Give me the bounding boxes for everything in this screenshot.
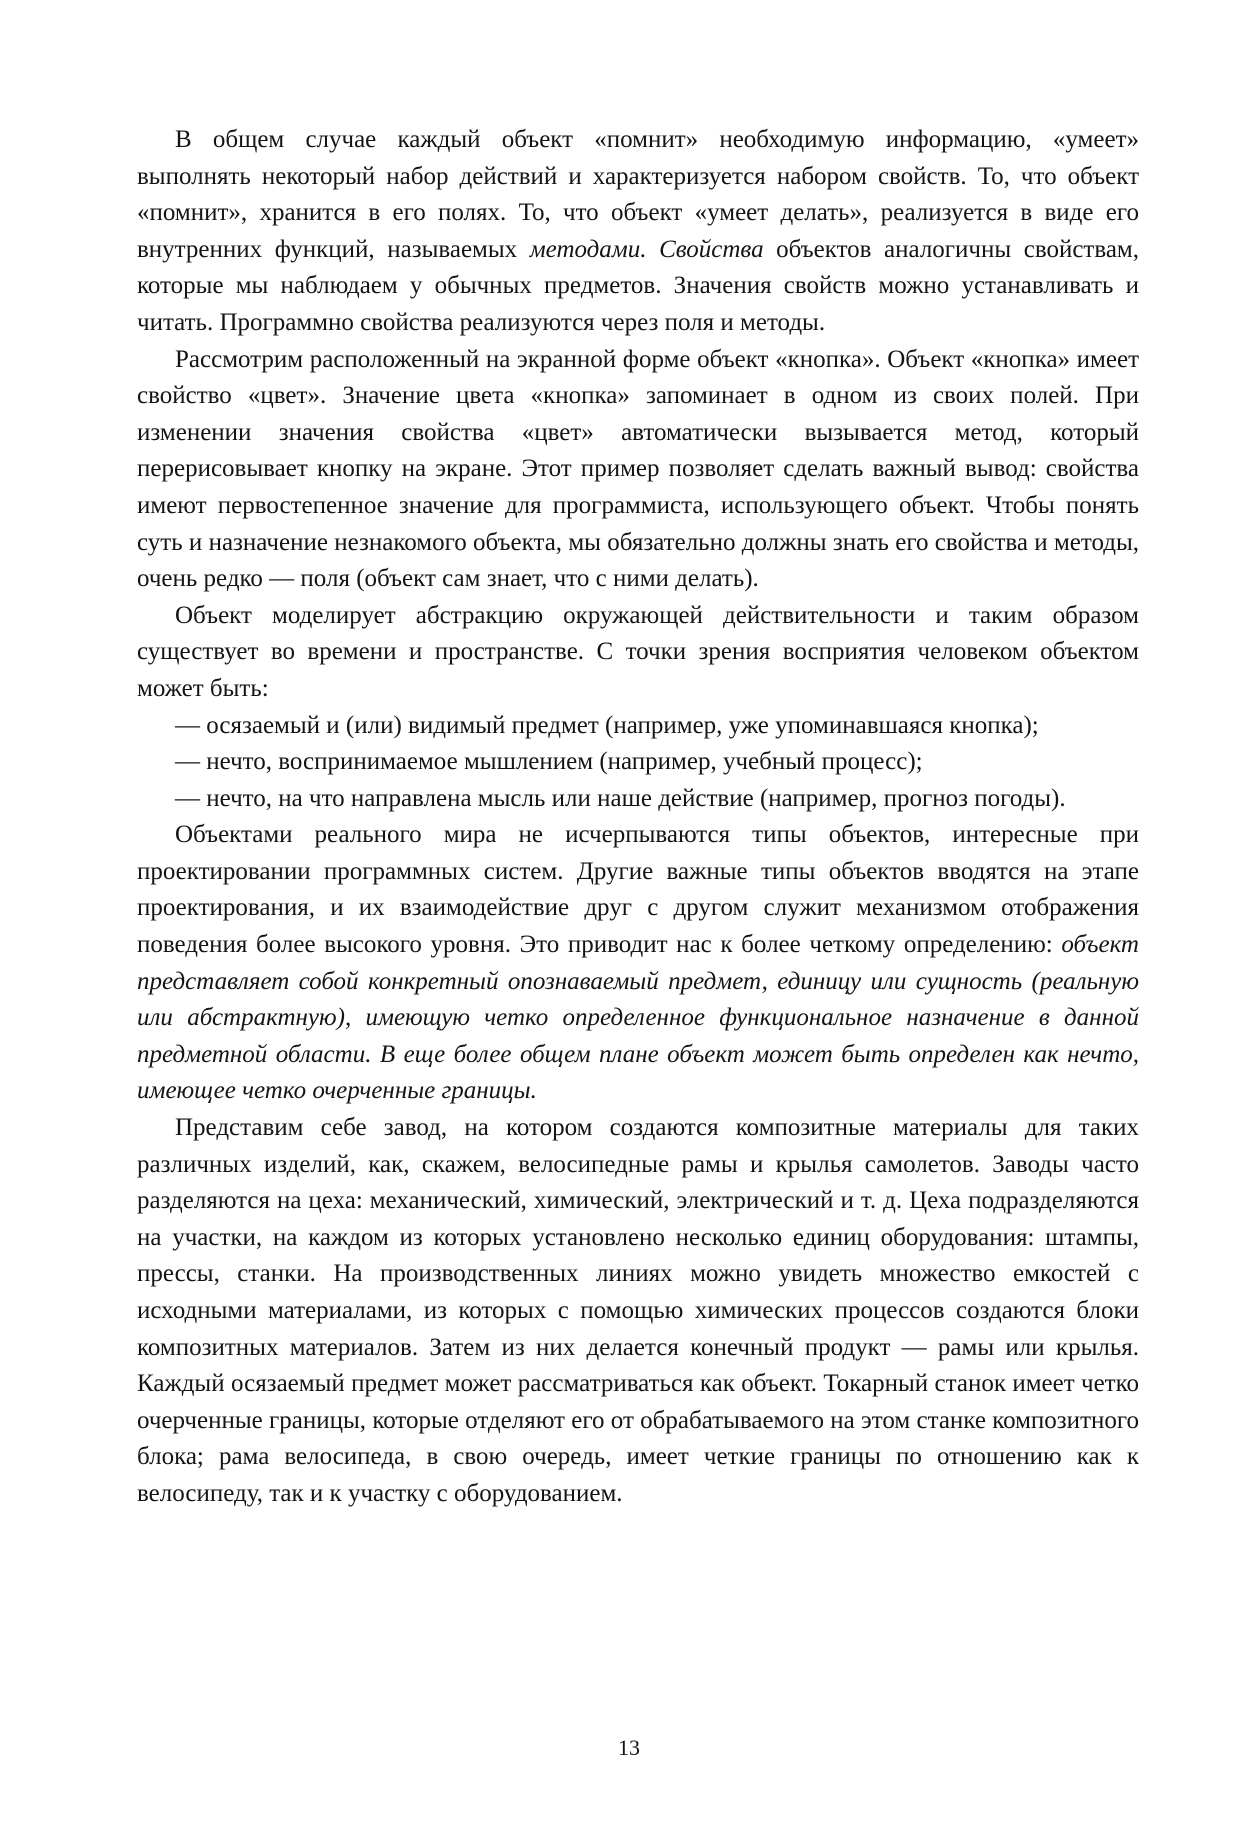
list-item (137, 781, 1139, 818)
text-segment: В общем случае каждый объект «помнит» необходимую информацию, «умеет» выполнять некоторый набор действий и характеризуется набором свойств. То, что объект «помнит», хранится в его полях. То, что объект «умеет делать», реализуется в виде его внутренних функций, называемых (137, 126, 1139, 263)
text-segment: Рассмотрим расположенный на экранной форме объект «кнопка». Объект «кнопка» имеет свойство «цвет». Значение цвета «кнопка» запоминает в одном из своих полей. При изменении значения свойства «цвет» автоматически вызывается метод, который перерисовывает кнопку на экране. Этот пример позволяет сделать важный вывод: свойства имеют первостепенное значение для программиста, использующего объект. Чтобы понять суть и назначение незнакомого объекта, мы обязательно должны знать его свойства и методы, очень редко — поля (объект сам знает, что с ними делать). (137, 345, 1139, 593)
list-item-text: — нечто, воспринимаемое мышлением (например, учебный процесс); (175, 748, 923, 776)
paragraph (137, 1110, 1139, 1513)
list-item (137, 744, 1139, 781)
italic-term-properties: Свойства (659, 235, 764, 263)
italic-definition: объект представляет собой конкретный опознаваемый предмет, единицу или сущность (реальную или абстрактную), имеющую четко определенное функциональное назначение в данной предметной области. В еще более общем плане объект может быть определен как нечто, имеющее четко очерченные границы. (137, 931, 1139, 1105)
text-segment (647, 236, 660, 263)
page-number: 13 (618, 1735, 640, 1760)
text-segment: объектов аналогичны свойствам, которые мы наблюдаем у обычных предметов. Значения свойств можно устанавливать и читать. Программно свойства реализуются через поля и методы. (137, 235, 1139, 336)
paragraph (137, 817, 1139, 1110)
paragraph (137, 122, 1139, 342)
text-segment: Представим себе завод, на котором создаются композитные материалы для таких различных изделий, как, скажем, велосипедные рамы и крылья самолетов. Заводы часто разделяются на цеха: механический, химический, электрический и т. д. Цеха подразделяются на участки, на каждом из которых установлено несколько единиц оборудования: штампы, прессы, станки. На производственных линиях можно увидеть множество емкостей с исходными материалами, из которых с помощью химических процессов создаются блоки композитных материалов. Затем из них делается конечный продукт — рамы или крылья. Каждый осязаемый предмет может рассматриваться как объект. Токарный станок имеет четко очерченные границы, которые отделяют его от обрабатываемого на этом станке композитного блока; рама велосипеда, в свою очередь, имеет четкие границы по отношению как к велосипеду, так и к участку с оборудованием. (137, 1114, 1139, 1507)
paragraph (137, 598, 1139, 708)
body-text (137, 122, 1139, 1513)
list-item-text: — осязаемый и (или) видимый предмет (например, уже упоминавшаяся кнопка); (175, 711, 1039, 739)
text-segment: Объект моделирует абстракцию окружающей действительности и таким образом существует во времени и пространстве. С точки зрения восприятия человеком объектом может быть: (137, 601, 1139, 702)
text-segment: Объектами реального мира не исчерпываются типы объектов, интересные при проектировании программных систем. Другие важные типы объектов вводятся на этапе проектирования, и их взаимодействие друг с другом служит механизмом отображения поведения более высокого уровня. Это приводит нас к более четкому определению: (137, 821, 1139, 959)
italic-term-methods: методами. (529, 235, 647, 263)
list-item-text: — нечто, на что направлена мысль или наше действие (например, прогноз погоды). (175, 784, 1066, 812)
paragraph (137, 342, 1139, 598)
list-item (137, 708, 1139, 745)
